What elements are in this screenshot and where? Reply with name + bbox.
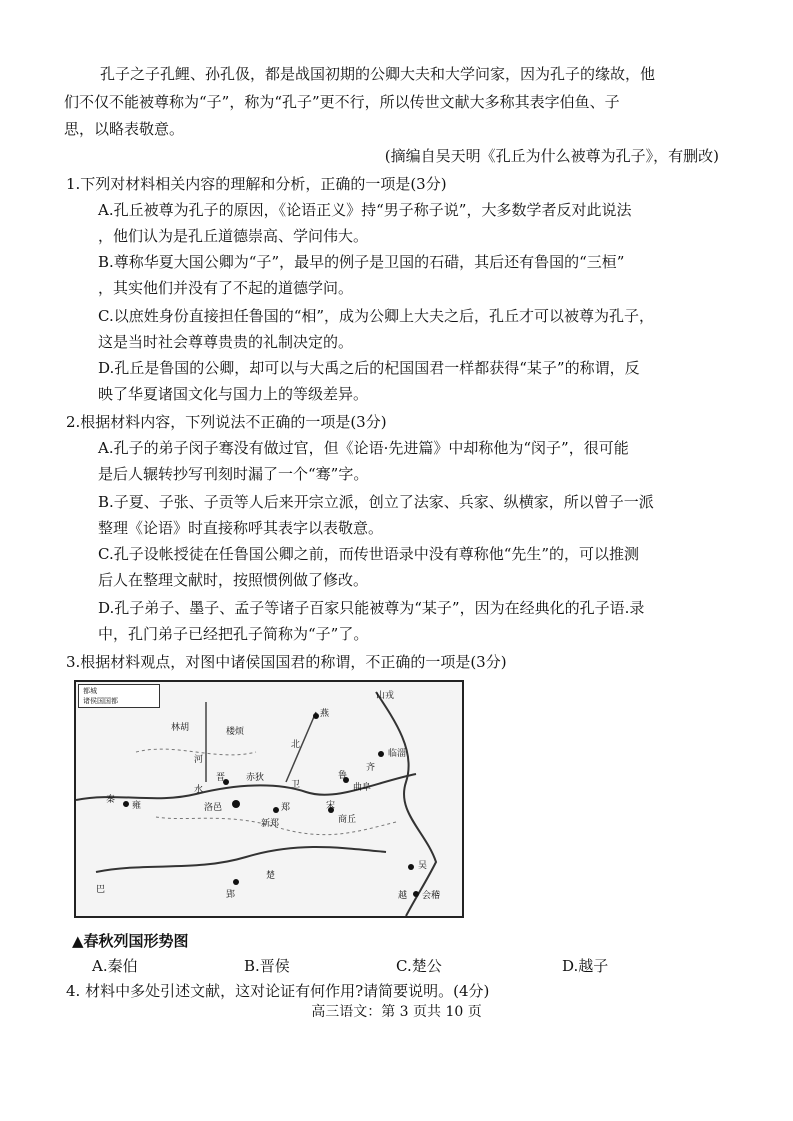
map-label-linzi: 临淄 xyxy=(388,749,407,759)
map-label-shangqiu: 商丘 xyxy=(338,815,357,825)
spring-autumn-states-map xyxy=(74,680,464,918)
map-label-shanrong: 山戎 xyxy=(376,691,395,701)
luoyi-capital-dot xyxy=(232,800,240,808)
map-label-song: 宋 xyxy=(326,801,336,811)
q2-option-c-line1: C.孔子设帐授徒在任鲁国公卿之前，而传世语录中没有尊称他“先生”的，可以推测 xyxy=(98,545,640,563)
map-label-linhu: 林胡 xyxy=(171,723,190,733)
map-label-luoyi: 洛邑 xyxy=(204,803,223,813)
q3-choice-c: C.楚公 xyxy=(396,957,442,975)
question-1-stem: 1.下列对材料相关内容的理解和分析，正确的一项是(3分) xyxy=(66,175,447,193)
q1-option-b-line2: ，其实他们并没有了不起的道德学问。 xyxy=(98,279,354,297)
map-label-he: 河 xyxy=(194,755,204,765)
q1-option-b-line1: B.尊称华夏大国公卿为“子”，最早的例子是卫国的石碏，其后还有鲁国的“三桓” xyxy=(98,253,625,271)
q2-option-b-line2: 整理《论语》时直接称呼其表字以表敬意。 xyxy=(98,519,384,537)
linzi-capital-dot xyxy=(378,751,384,757)
q1-option-c-line1: C.以庶姓身份直接担任鲁国的“相”，成为公卿上大夫之后，孔丘才可以被尊为孔子， xyxy=(98,307,655,325)
passage-line-2: 们不仅不能被尊称为“子”，称为“孔子”更不行，所以传世文献大多称其表字伯鱼、子 xyxy=(64,93,620,111)
question-3-stem: 3.根据材料观点，对图中诸侯国国君的称谓，不正确的一项是(3分) xyxy=(66,653,507,671)
map-label-qin: 秦 xyxy=(106,795,116,805)
q1-option-d-line2: 映了华夏诸国文化与国力上的等级差异。 xyxy=(98,385,369,403)
wu-capital-dot xyxy=(408,864,414,870)
map-label-kuaiji: 会稽 xyxy=(422,891,441,901)
q1-option-a-line1: A.孔丘被尊为孔子的原因，《论语正义》持“男子称子说”，大多数学者反对此说法 xyxy=(98,201,632,219)
map-label-chu: 楚 xyxy=(266,871,276,881)
map-label-wu: 吴 xyxy=(418,861,428,871)
legend-capital: 都城 xyxy=(83,687,97,695)
map-label-qi: 齐 xyxy=(366,763,376,773)
coastline xyxy=(376,692,436,916)
ying-capital-dot xyxy=(233,879,239,885)
map-label-yong: 雍 xyxy=(132,801,142,811)
legend-state-capital: 诸侯国国都 xyxy=(83,697,118,705)
map-label-shui: 水 xyxy=(194,785,204,795)
q2-option-b-line1: B.子夏、子张、子贡等人后来开宗立派，创立了法家、兵家、纵横家，所以曾子一派 xyxy=(98,493,654,511)
map-label-chidi: 赤狄 xyxy=(246,773,265,783)
q2-option-d-line1: D.孔子弟子、墨子、孟子等诸子百家只能被尊为“某子”，因为在经典化的孔子语.录 xyxy=(98,599,645,617)
map-label-loufan: 楼烦 xyxy=(226,727,245,737)
map-label-bei: 北 xyxy=(291,740,301,750)
yong-capital-dot xyxy=(123,801,129,807)
map-label-ba: 巴 xyxy=(96,885,106,895)
q2-option-a-line2: 是后人辗转抄写刊刻时漏了一个“骞”字。 xyxy=(98,465,369,483)
map-label-zheng: 郑 xyxy=(281,803,291,813)
q2-option-d-line2: 中，孔门弟子已经把孔子简称为“子”了。 xyxy=(98,625,369,643)
passage-source: (摘编自吴天明《孔丘为什么被尊为孔子》，有删改) xyxy=(384,147,719,165)
map-label-xinzheng: 新郑 xyxy=(261,819,280,829)
q1-option-c-line2: 这是当时社会尊尊贵贵的礼制决定的。 xyxy=(98,333,354,351)
kuaiji-capital-dot xyxy=(413,891,419,897)
xinzheng-capital-dot xyxy=(273,807,279,813)
q3-choice-a: A.秦伯 xyxy=(92,957,138,975)
q3-choice-b: B.晋侯 xyxy=(244,957,290,975)
map-caption: ▲春秋列国形势图 xyxy=(72,932,189,950)
passage-line-1: 孔子之子孔鲤、孙孔伋，都是战国初期的公卿大夫和大学问家，因为孔子的缘故，他 xyxy=(100,65,656,83)
map-label-yue: 越 xyxy=(398,891,408,901)
map-legend xyxy=(78,684,160,708)
question-4-stem: 4. 材料中多处引述文献，这对论证有何作用?请简要说明。(4分) xyxy=(66,982,490,1000)
q1-option-d-line1: D.孔丘是鲁国的公卿，却可以与大禹之后的杞国国君一样都获得“某子”的称谓，反 xyxy=(98,359,640,377)
q3-choice-d: D.越子 xyxy=(562,957,609,975)
question-2-stem: 2.根据材料内容，下列说法不正确的一项是(3分) xyxy=(66,413,387,431)
q2-option-a-line1: A.孔子的弟子闵子骞没有做过官，但《论语·先进篇》中却称他为“闵子”，很可能 xyxy=(98,439,629,457)
yangtze-river-line xyxy=(96,847,386,872)
map-label-yan: 燕 xyxy=(320,709,330,719)
page-footer: 高三语文：第 3 页共 10 页 xyxy=(311,1004,482,1020)
map-label-ying: 郢 xyxy=(226,890,236,900)
passage-line-3: 思，以略表敬意。 xyxy=(64,120,185,138)
map-label-wei: 卫 xyxy=(291,780,301,790)
q1-option-a-line2: ，他们认为是孔丘道德崇高、学问伟大。 xyxy=(98,227,369,245)
yan-capital-dot xyxy=(313,713,319,719)
map-label-jin: 晋 xyxy=(216,773,226,783)
map-label-qufu: 曲阜 xyxy=(353,783,372,793)
map-label-lu: 鲁 xyxy=(338,771,348,781)
q2-option-c-line2: 后人在整理文献时，按照惯例做了修改。 xyxy=(98,571,369,589)
